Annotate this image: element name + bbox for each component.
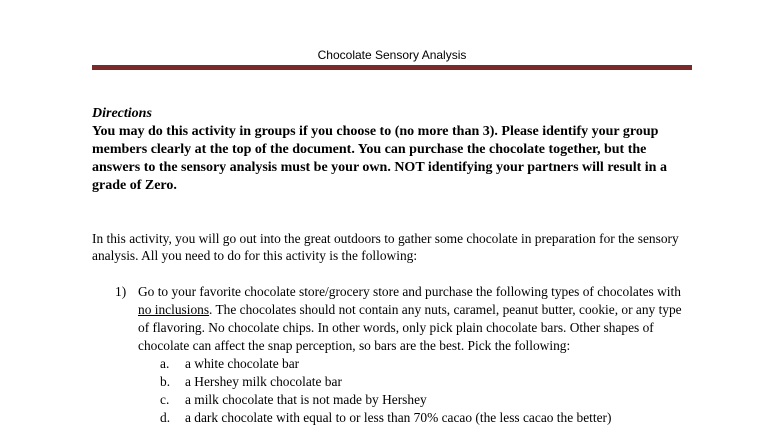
directions-section xyxy=(92,105,692,195)
option-text: a Hershey milk chocolate bar xyxy=(185,374,342,389)
option-item xyxy=(138,391,692,409)
option-text: a milk chocolate that is not made by Hershey xyxy=(185,392,427,407)
option-letter: b. xyxy=(160,374,171,389)
step-text-before: Go to your favorite chocolate store/grocery store and purchase the following types of chocolates with xyxy=(138,284,681,299)
header-rule xyxy=(92,65,692,70)
step-underlined-text: no inclusions xyxy=(138,302,210,317)
option-item xyxy=(138,373,692,391)
step-text-after: . The chocolates should not contain any nuts, caramel, peanut butter, cookie, or any type of flavoring. No chocolate chips. In other words, only pick plain chocolate bars. Other shapes of chocolate can affect the snap perception, so bars are the best. Pick the following: xyxy=(138,302,682,353)
directions-text: You may do this activity in groups if you choose to (no more than 3). Please identify your group members clearly at the top of the document. You can purchase the chocolate together, but the answers to the sensory analysis must be your own. NOT identifying your partners will result in a grade of Zero. xyxy=(92,124,667,193)
page-header-title: Chocolate Sensory Analysis xyxy=(317,48,467,62)
directions-heading: Directions xyxy=(92,106,152,121)
step-item xyxy=(92,283,692,427)
option-text: a dark chocolate with equal to or less than 70% cacao (the less cacao the better) xyxy=(185,410,612,425)
option-text: a white chocolate bar xyxy=(185,356,300,371)
option-item xyxy=(138,355,692,373)
option-letter: d. xyxy=(160,410,171,425)
option-letter: c. xyxy=(160,392,170,407)
option-letter: a. xyxy=(160,356,170,371)
intro-paragraph: In this activity, you will go out into the great outdoors to gather some chocolate in preparation for the sensory analysis. All you need to do for this activity is the following: xyxy=(92,231,679,263)
step-number: 1) xyxy=(115,284,127,299)
steps-list xyxy=(92,283,692,427)
option-item xyxy=(138,409,692,427)
options-list xyxy=(138,355,692,427)
